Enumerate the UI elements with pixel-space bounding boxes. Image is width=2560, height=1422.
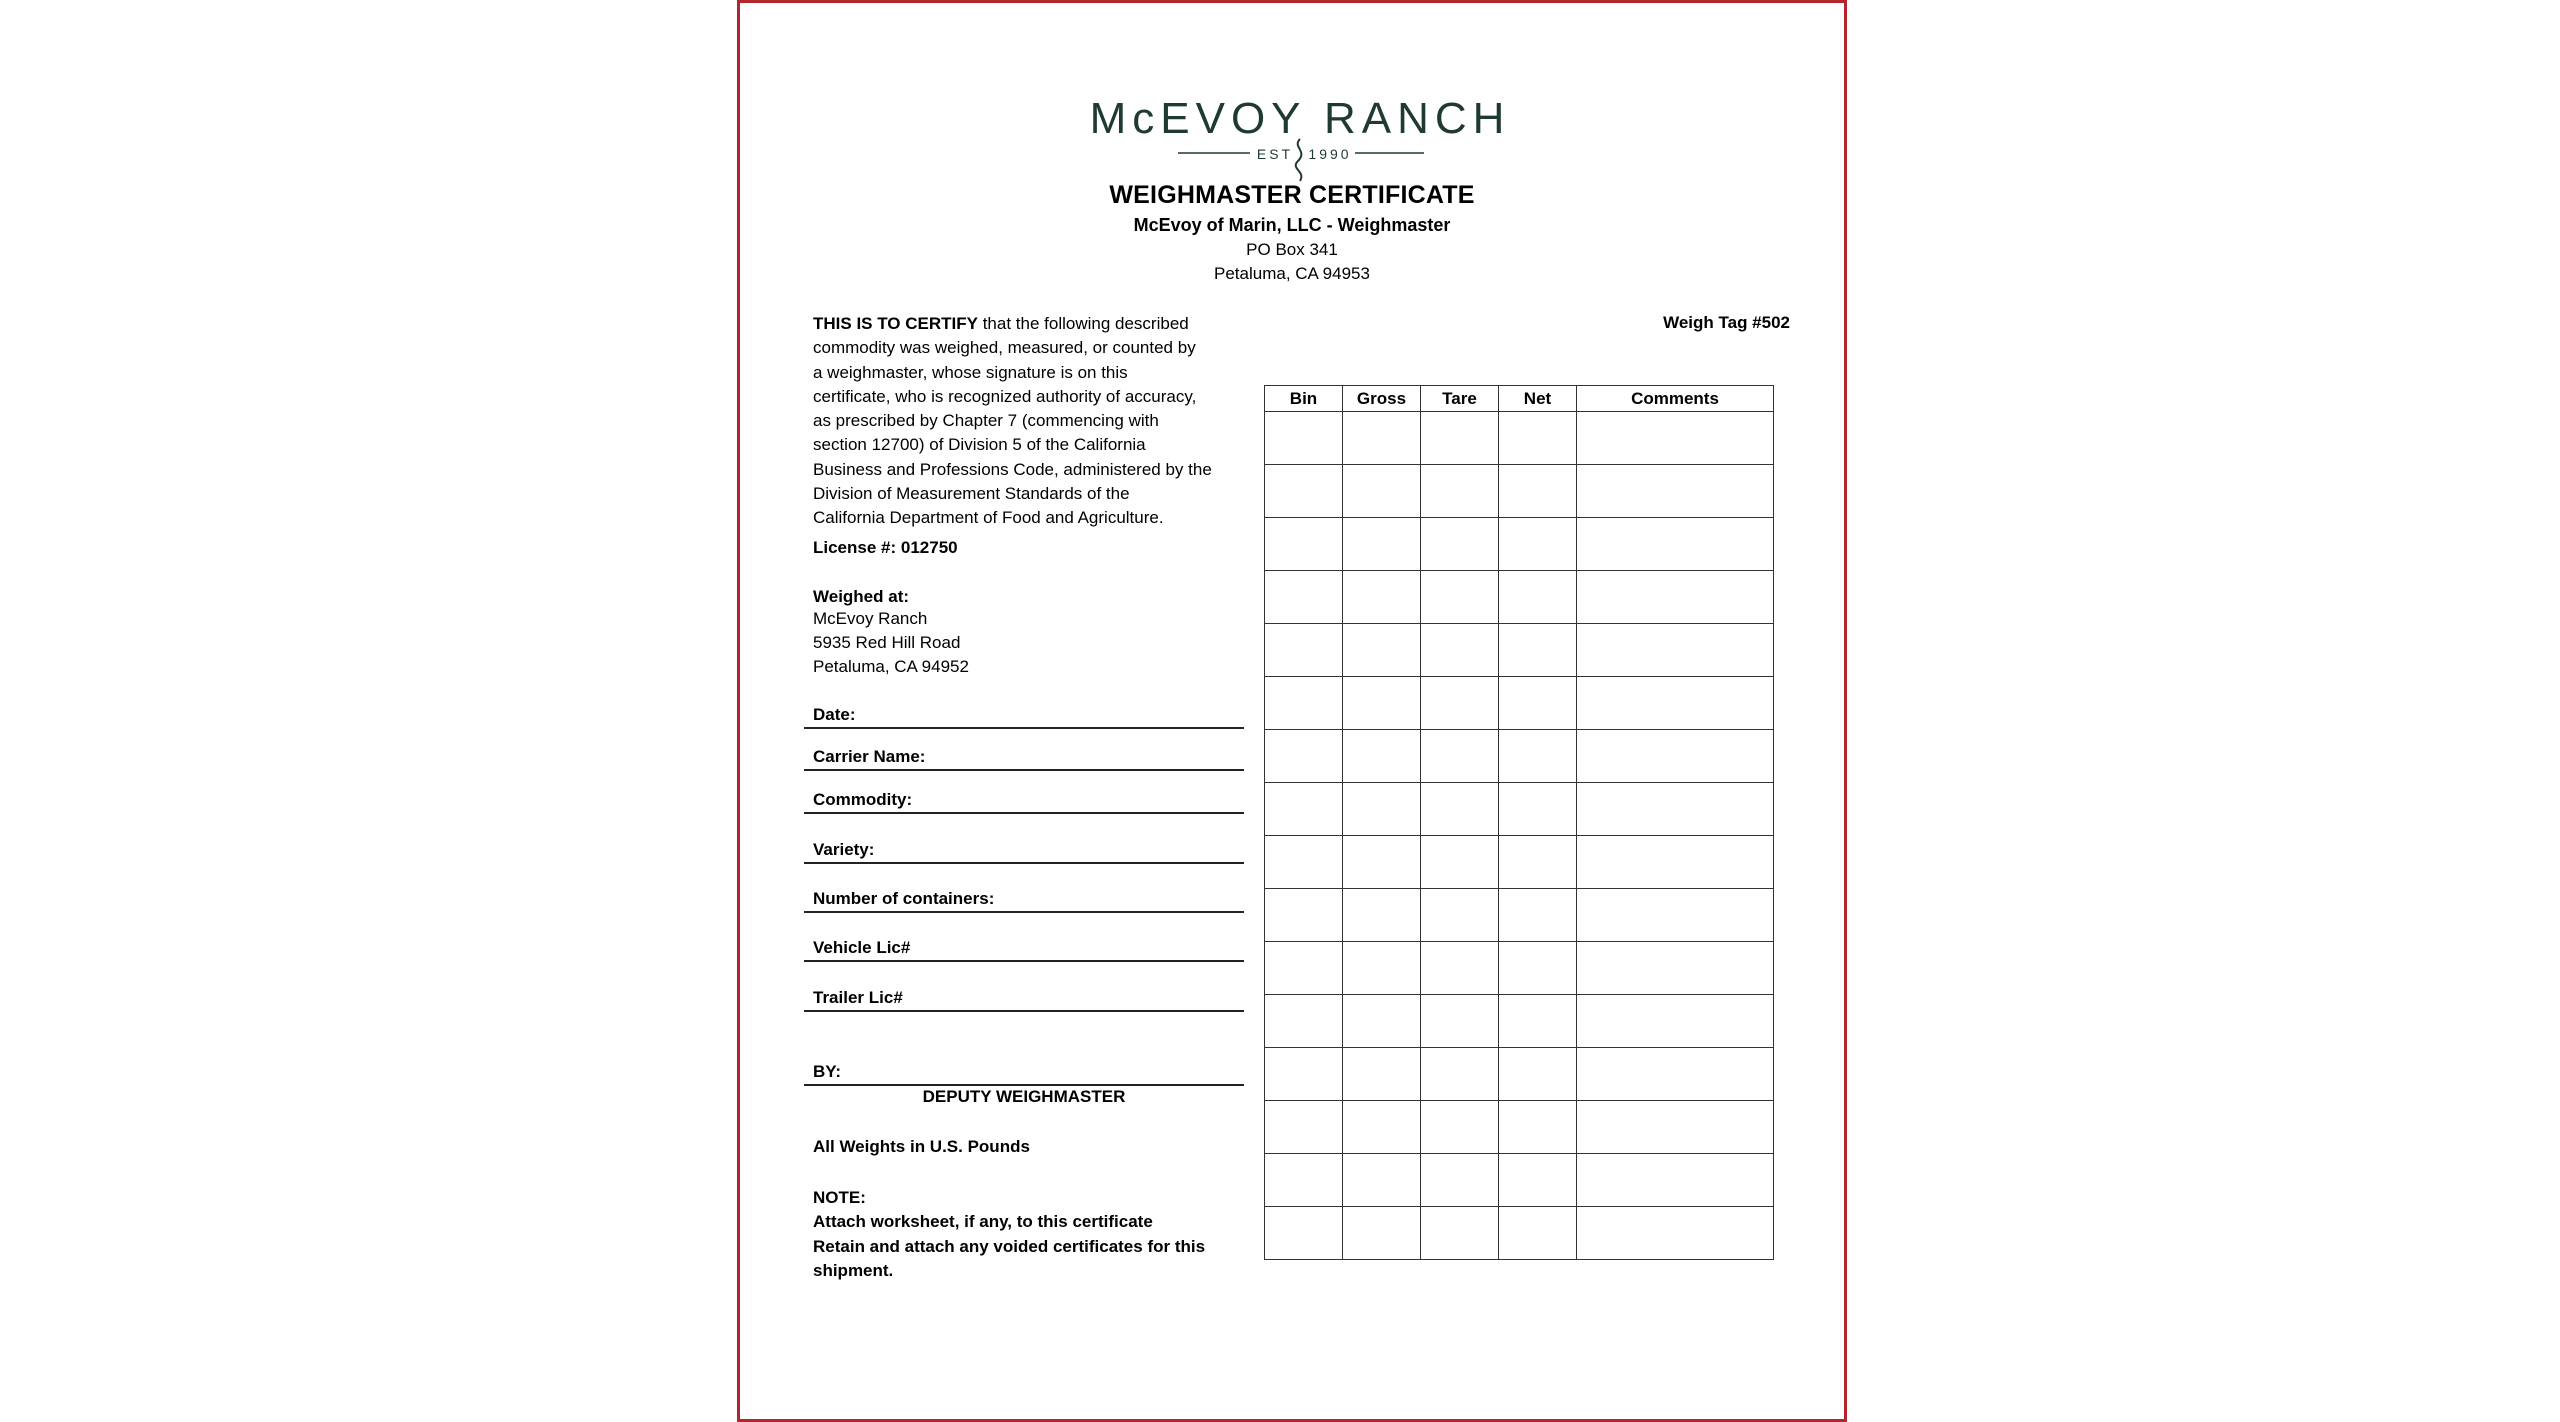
- table-row: [1265, 942, 1774, 995]
- weighed-at-label: Weighed at:: [813, 587, 910, 606]
- cell-gross[interactable]: [1343, 624, 1421, 677]
- cell-tare[interactable]: [1421, 836, 1499, 889]
- cell-bin[interactable]: [1265, 677, 1343, 730]
- table-row: [1265, 1101, 1774, 1154]
- variety-field[interactable]: [804, 838, 1244, 864]
- cell-gross[interactable]: [1343, 518, 1421, 571]
- cell-tare[interactable]: [1421, 412, 1499, 465]
- cell-tare[interactable]: [1421, 730, 1499, 783]
- table-row: [1265, 836, 1774, 889]
- variety-label: Variety:: [813, 840, 875, 859]
- cell-gross[interactable]: [1343, 571, 1421, 624]
- commodity-field[interactable]: [804, 788, 1244, 814]
- cell-net[interactable]: [1499, 465, 1577, 518]
- cell-bin[interactable]: [1265, 995, 1343, 1048]
- lizard-icon: [1296, 139, 1302, 181]
- cell-bin[interactable]: [1265, 624, 1343, 677]
- certify-line: section 12700) of Division 5 of the California: [813, 435, 1146, 455]
- cell-comments[interactable]: [1577, 412, 1774, 465]
- table-row: [1265, 518, 1774, 571]
- note-line: shipment.: [813, 1260, 894, 1280]
- cell-bin[interactable]: [1265, 889, 1343, 942]
- table-row: [1265, 465, 1774, 518]
- cell-comments[interactable]: [1577, 730, 1774, 783]
- cell-bin[interactable]: [1265, 942, 1343, 995]
- cell-gross[interactable]: [1343, 1154, 1421, 1207]
- cell-tare[interactable]: [1421, 677, 1499, 730]
- table-row: [1265, 730, 1774, 783]
- cell-gross[interactable]: [1343, 836, 1421, 889]
- certify-line: Division of Measurement Standards of the: [813, 484, 1130, 504]
- carrier-name-label: Carrier Name:: [813, 747, 926, 766]
- cell-bin[interactable]: [1265, 1154, 1343, 1207]
- cell-comments[interactable]: [1577, 995, 1774, 1048]
- cell-gross[interactable]: [1343, 1048, 1421, 1101]
- cell-comments[interactable]: [1577, 1207, 1774, 1260]
- table-row: [1265, 889, 1774, 942]
- cell-gross[interactable]: [1343, 889, 1421, 942]
- carrier-name-field[interactable]: [804, 745, 1244, 771]
- vehicle-lic-field[interactable]: [804, 936, 1244, 962]
- cell-net[interactable]: [1499, 677, 1577, 730]
- certify-line: a weighmaster, whose signature is on this: [813, 362, 1128, 382]
- weighed-at-line: 5935 Red Hill Road: [813, 633, 961, 652]
- cell-net[interactable]: [1499, 836, 1577, 889]
- cell-tare[interactable]: [1421, 995, 1499, 1048]
- license-number: License #: 012750: [813, 538, 958, 557]
- weights-table-body: [1265, 412, 1774, 1260]
- cell-gross[interactable]: [1343, 1101, 1421, 1154]
- cell-bin[interactable]: [1265, 1207, 1343, 1260]
- number-of-containers-field[interactable]: [804, 887, 1244, 913]
- cell-comments[interactable]: [1577, 677, 1774, 730]
- cell-comments[interactable]: [1577, 465, 1774, 518]
- note-line: Retain and attach any voided certificates for this: [813, 1236, 1206, 1256]
- table-row: [1265, 624, 1774, 677]
- commodity-label: Commodity:: [813, 790, 913, 809]
- cell-net[interactable]: [1499, 1207, 1577, 1260]
- table-row: [1265, 1048, 1774, 1101]
- weights-table: [1264, 385, 1774, 1260]
- cell-net[interactable]: [1499, 1048, 1577, 1101]
- cell-bin[interactable]: [1265, 730, 1343, 783]
- cell-net[interactable]: [1499, 624, 1577, 677]
- certify-line: as prescribed by Chapter 7 (commencing with: [813, 411, 1159, 431]
- cell-gross[interactable]: [1343, 783, 1421, 836]
- cell-net[interactable]: [1499, 995, 1577, 1048]
- column-header-bin: Bin: [1265, 386, 1343, 412]
- logo-graphic: [1060, 81, 1540, 191]
- certify-lead: THIS IS TO CERTIFY: [813, 314, 978, 333]
- table-row: [1265, 412, 1774, 465]
- cell-net[interactable]: [1499, 518, 1577, 571]
- cell-comments[interactable]: [1577, 1154, 1774, 1207]
- cell-tare[interactable]: [1421, 465, 1499, 518]
- cell-comments[interactable]: [1577, 1048, 1774, 1101]
- cell-tare[interactable]: [1421, 571, 1499, 624]
- cell-comments[interactable]: [1577, 624, 1774, 677]
- cell-comments[interactable]: [1577, 1101, 1774, 1154]
- company-address-line2: Petaluma, CA 94953: [1214, 264, 1370, 283]
- cell-bin[interactable]: [1265, 412, 1343, 465]
- note-line: Attach worksheet, if any, to this certificate: [813, 1212, 1153, 1232]
- cell-net[interactable]: [1499, 730, 1577, 783]
- weighed-at-line: McEvoy Ranch: [813, 609, 928, 628]
- cell-net[interactable]: [1499, 942, 1577, 995]
- weights-table-header-row: [1265, 386, 1774, 412]
- certificate-page: [737, 0, 1847, 1422]
- logo-brand-text: McEVOY RANCH: [1089, 94, 1511, 143]
- cell-gross[interactable]: [1343, 412, 1421, 465]
- signature-by-label: BY:: [813, 1062, 842, 1081]
- note-block: [813, 1186, 1253, 1283]
- trailer-lic-field[interactable]: [804, 986, 1244, 1012]
- number-of-containers-label: Number of containers:: [813, 889, 995, 908]
- cell-bin[interactable]: [1265, 571, 1343, 624]
- cell-tare[interactable]: [1421, 1207, 1499, 1260]
- mcevoy-ranch-logo: [1060, 81, 1540, 191]
- cell-bin[interactable]: [1265, 518, 1343, 571]
- cell-net[interactable]: [1499, 783, 1577, 836]
- cell-net[interactable]: [1499, 889, 1577, 942]
- cell-tare[interactable]: [1421, 942, 1499, 995]
- note-label: NOTE:: [813, 1188, 866, 1207]
- cell-gross[interactable]: [1343, 995, 1421, 1048]
- weigh-tag-number: Weigh Tag #502: [1663, 313, 1790, 332]
- cell-comments[interactable]: [1577, 571, 1774, 624]
- table-row: [1265, 677, 1774, 730]
- cell-tare[interactable]: [1421, 783, 1499, 836]
- table-row: [1265, 783, 1774, 836]
- cell-gross[interactable]: [1343, 465, 1421, 518]
- weighed-at-line: Petaluma, CA 94952: [813, 657, 969, 676]
- cell-net[interactable]: [1499, 412, 1577, 465]
- company-subtitle: McEvoy of Marin, LLC - Weighmaster: [1133, 215, 1451, 235]
- table-row: [1265, 1154, 1774, 1207]
- cell-bin[interactable]: [1265, 465, 1343, 518]
- cell-tare[interactable]: [1421, 1154, 1499, 1207]
- certify-statement: [813, 312, 1253, 531]
- vehicle-lic-label: Vehicle Lic#: [813, 938, 911, 957]
- cell-net[interactable]: [1499, 1154, 1577, 1207]
- table-row: [1265, 995, 1774, 1048]
- certificate-title: WEIGHMASTER CERTIFICATE: [1109, 181, 1475, 209]
- signature-by-field[interactable]: [804, 1060, 1244, 1086]
- cell-bin[interactable]: [1265, 783, 1343, 836]
- column-header-gross: Gross: [1343, 386, 1421, 412]
- certify-line: that the following described: [977, 314, 1189, 333]
- table-row: [1265, 571, 1774, 624]
- cell-comments[interactable]: [1577, 836, 1774, 889]
- trailer-lic-label: Trailer Lic#: [813, 988, 903, 1007]
- certify-line: commodity was weighed, measured, or counted by: [813, 338, 1196, 358]
- date-field[interactable]: [804, 703, 1244, 729]
- cell-gross[interactable]: [1343, 677, 1421, 730]
- cell-comments[interactable]: [1577, 518, 1774, 571]
- cell-tare[interactable]: [1421, 1048, 1499, 1101]
- cell-tare[interactable]: [1421, 889, 1499, 942]
- certify-line: California Department of Food and Agriculture.: [813, 508, 1164, 528]
- certify-line: certificate, who is recognized authority of accuracy,: [813, 386, 1197, 406]
- cell-gross[interactable]: [1343, 942, 1421, 995]
- logo-year-text: 1990: [1308, 146, 1352, 162]
- table-row: [1265, 1207, 1774, 1260]
- certify-line: Business and Professions Code, administered by the: [813, 459, 1212, 479]
- cell-tare[interactable]: [1421, 624, 1499, 677]
- cell-bin[interactable]: [1265, 836, 1343, 889]
- all-weights-note: All Weights in U.S. Pounds: [813, 1137, 1030, 1156]
- cell-net[interactable]: [1499, 571, 1577, 624]
- cell-comments[interactable]: [1577, 783, 1774, 836]
- cell-comments[interactable]: [1577, 889, 1774, 942]
- cell-tare[interactable]: [1421, 518, 1499, 571]
- logo-est-text: EST: [1256, 146, 1294, 162]
- cell-comments[interactable]: [1577, 942, 1774, 995]
- cell-bin[interactable]: [1265, 1101, 1343, 1154]
- cell-gross[interactable]: [1343, 1207, 1421, 1260]
- cell-tare[interactable]: [1421, 1101, 1499, 1154]
- company-address-line1: PO Box 341: [1246, 240, 1338, 259]
- column-header-net: Net: [1499, 386, 1577, 412]
- column-header-tare: Tare: [1421, 386, 1499, 412]
- cell-bin[interactable]: [1265, 1048, 1343, 1101]
- cell-net[interactable]: [1499, 1101, 1577, 1154]
- cell-gross[interactable]: [1343, 730, 1421, 783]
- deputy-weighmaster-label: DEPUTY WEIGHMASTER: [922, 1087, 1126, 1106]
- column-header-comments: Comments: [1577, 386, 1774, 412]
- date-label: Date:: [813, 705, 856, 724]
